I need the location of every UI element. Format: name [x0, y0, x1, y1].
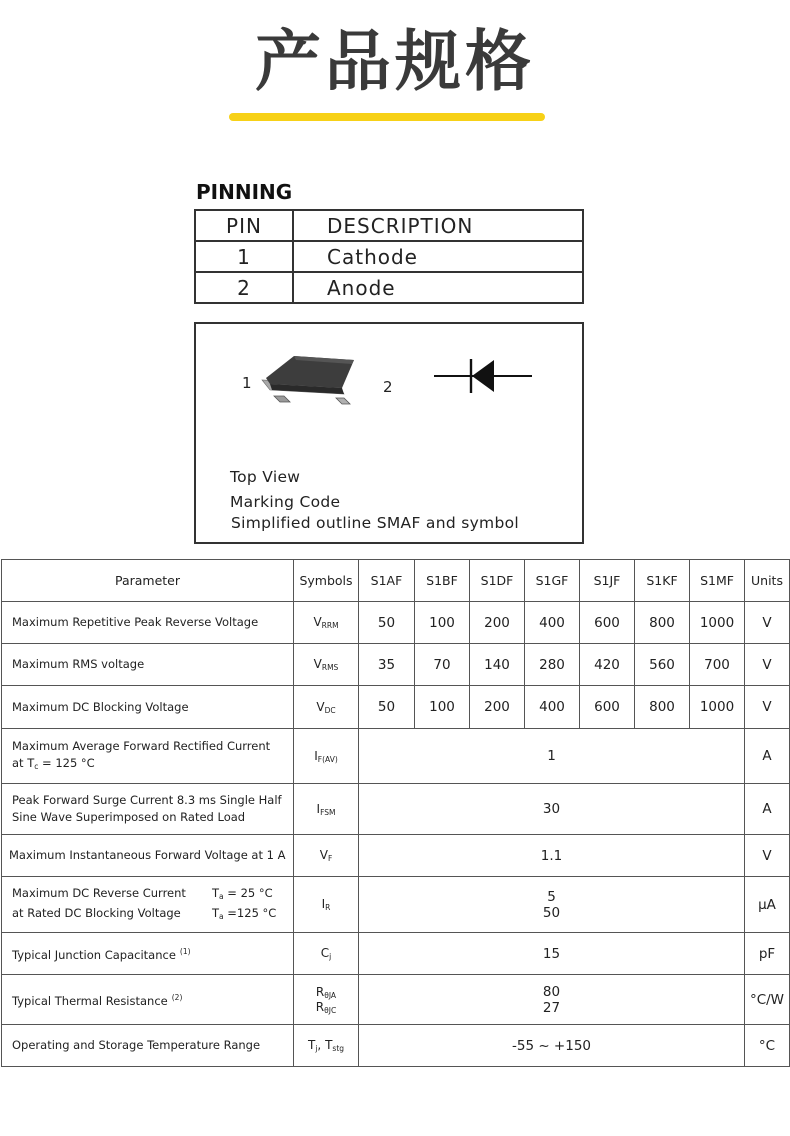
units-header: Units: [745, 560, 790, 602]
symbol-cell: $I_{FSM}$: [294, 784, 359, 835]
value-cell: 200: [470, 602, 525, 644]
unit-cell: A: [745, 784, 790, 835]
value-cell: 400: [525, 602, 580, 644]
value-cell: 1.1: [359, 835, 745, 877]
symbol-cell: $V_F$: [294, 835, 359, 877]
caption-outline: Simplified outline SMAF and symbol: [231, 514, 519, 532]
spec-row-thermal: [2, 975, 790, 1025]
parameter-cell: Typical Junction Capacitance $^{(1)}$: [2, 933, 294, 975]
unit-cell: V: [745, 644, 790, 686]
heading-underline: [229, 113, 545, 121]
value-cell: 800: [635, 686, 690, 729]
spec-row-vdc: [2, 686, 790, 729]
pinning-row: [195, 241, 583, 272]
parameter-cell: Peak Forward Surge Current 8.3 ms Single Half Sine Wave Superimposed on Rated Load: [2, 784, 294, 835]
parameter-cell: Operating and Storage Temperature Range: [2, 1025, 294, 1067]
parameter-cell: Maximum Repetitive Peak Reverse Voltage: [2, 602, 294, 644]
parameter-header: Parameter: [2, 560, 294, 602]
symbol-cell: $I_R$: [294, 877, 359, 933]
spec-row-if-av: [2, 729, 790, 784]
spec-row-ir: [2, 877, 790, 933]
unit-cell: °C: [745, 1025, 790, 1067]
symbol-cell: $T_j$, $T_{stg}$: [294, 1025, 359, 1067]
parameter-cell: Maximum DC Reverse Current $T_a = 25$ °C at Rated DC Blocking Voltage $T_a =125$ °C: [2, 877, 294, 933]
pinning-table: [194, 209, 584, 304]
pin-description: Cathode: [293, 241, 583, 272]
model-header: S1AF: [359, 560, 415, 602]
diode-symbol-icon: [434, 356, 532, 396]
unit-cell: μA: [745, 877, 790, 933]
spec-row-ifsm: [2, 784, 790, 835]
model-header: S1GF: [525, 560, 580, 602]
value-cell: 700: [690, 644, 745, 686]
value-cell: 600: [580, 686, 635, 729]
value-cell: 30: [359, 784, 745, 835]
description-header: DESCRIPTION: [293, 210, 583, 241]
package-outline-box: [194, 322, 584, 544]
symbol-cell: $I_{F(AV)}$: [294, 729, 359, 784]
pinning-title: PINNING: [196, 180, 293, 204]
parameter-cell: Maximum DC Blocking Voltage: [2, 686, 294, 729]
parameter-cell: Maximum Average Forward Rectified Current at $T_c = 125$ °C: [2, 729, 294, 784]
spec-row-temperature: [2, 1025, 790, 1067]
value-cell: 50: [359, 686, 415, 729]
spec-row-vrrm: [2, 602, 790, 644]
value-cell: 140: [470, 644, 525, 686]
spec-row-vrms: [2, 644, 790, 686]
pin-header: PIN: [195, 210, 293, 241]
value-cell: 1: [359, 729, 745, 784]
model-header: S1MF: [690, 560, 745, 602]
symbol-cell: $V_{DC}$: [294, 686, 359, 729]
value-cell: 400: [525, 686, 580, 729]
parameter-cell: Maximum Instantaneous Forward Voltage at 1 A: [2, 835, 294, 877]
value-cell: 1000: [690, 686, 745, 729]
caption-top-view: Top View: [230, 468, 301, 486]
unit-cell: V: [745, 602, 790, 644]
value-cell: 50: [359, 602, 415, 644]
value-cell: 420: [580, 644, 635, 686]
unit-cell: pF: [745, 933, 790, 975]
pin1-label: 1: [242, 374, 252, 392]
value-cell: 100: [415, 602, 470, 644]
spec-row-cj: [2, 933, 790, 975]
symbols-header: Symbols: [294, 560, 359, 602]
value-cell: 35: [359, 644, 415, 686]
parameter-cell: Maximum RMS voltage: [2, 644, 294, 686]
model-header: S1BF: [415, 560, 470, 602]
value-cell: -55 ~ +150: [359, 1025, 745, 1067]
unit-cell: A: [745, 729, 790, 784]
pin-number: 2: [195, 272, 293, 303]
pin-description: Anode: [293, 272, 583, 303]
smaf-package-icon: [260, 350, 356, 410]
unit-cell: V: [745, 835, 790, 877]
value-cell: 280: [525, 644, 580, 686]
pinning-header-row: [195, 210, 583, 241]
value-cell: 800: [635, 602, 690, 644]
value-cell: 560: [635, 644, 690, 686]
symbol-cell: $R_{\theta JA}$ $R_{\theta JC}$: [294, 975, 359, 1025]
value-cell: 5 50: [359, 877, 745, 933]
pin-number: 1: [195, 241, 293, 272]
symbol-cell: $V_{RRM}$: [294, 602, 359, 644]
symbol-cell: $C_j$: [294, 933, 359, 975]
specifications-table: [1, 559, 790, 1067]
value-cell: 70: [415, 644, 470, 686]
page-heading: 产品规格: [255, 23, 535, 100]
value-cell: 80 27: [359, 975, 745, 1025]
value-cell: 200: [470, 686, 525, 729]
model-header: S1KF: [635, 560, 690, 602]
parameter-cell: Typical Thermal Resistance $^{(2)}$: [2, 975, 294, 1025]
pin2-label: 2: [383, 378, 393, 396]
value-cell: 1000: [690, 602, 745, 644]
spec-row-vf: [2, 835, 790, 877]
unit-cell: V: [745, 686, 790, 729]
unit-cell: °C/W: [745, 975, 790, 1025]
caption-marking-code: Marking Code: [230, 493, 341, 511]
value-cell: 15: [359, 933, 745, 975]
symbol-cell: $V_{RMS}$: [294, 644, 359, 686]
spec-header-row: [2, 560, 790, 602]
model-header: S1JF: [580, 560, 635, 602]
model-header: S1DF: [470, 560, 525, 602]
value-cell: 600: [580, 602, 635, 644]
pinning-row: [195, 272, 583, 303]
value-cell: 100: [415, 686, 470, 729]
